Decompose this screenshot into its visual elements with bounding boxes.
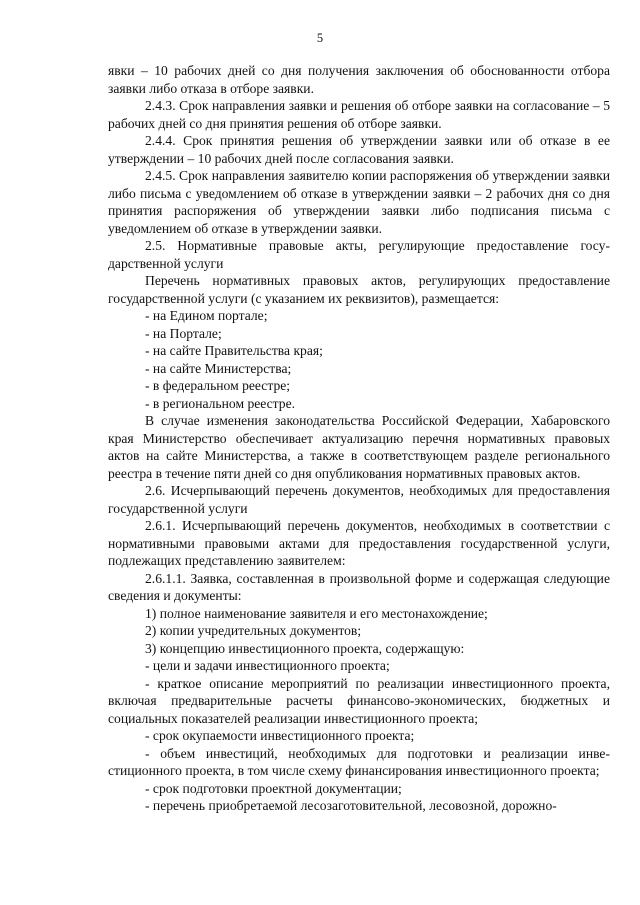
list-item: - цели и задачи инвестиционного проекта; xyxy=(145,658,390,673)
list-item: 1) полное наименование заявителя и его местонахождение; xyxy=(145,605,488,621)
list-item: - краткое описание мероприятий по реализации инвестиционного проекта, включая предварительные расчеты финансово-экономических, бюджетных и социальных показателей реализации инвестиционного проекта; xyxy=(108,675,610,726)
list-item: - срок подготовки проектной документации; xyxy=(145,780,402,796)
section-heading: 2.5. Нормативные правовые акты, регулирующие предоставление государственной услуги xyxy=(108,238,610,271)
list-item: - срок окупаемости инвестиционного проекта; xyxy=(145,728,415,743)
list-item: - в федеральном реестре; xyxy=(145,378,291,393)
list-item: - на сайте Министерства; xyxy=(145,360,292,376)
paragraph: В случае изменения законодательства Российской Федерации, Хабаровского края Министерство обеспечивает актуализацию перечня нормативных правовых актов на сайте Министерства, а также в соответствующем разделе регионального реестра в течение пяти дней со дня опубликования нормативных правовых актов. xyxy=(108,413,610,481)
paragraph: 2.4.4. Срок принятия решения об утверждении заявки или об отказе в ее утверждении – 10 рабочих дней после согласования заявки. xyxy=(108,133,610,166)
list-item: - на Едином портале; xyxy=(145,308,268,323)
list-item: 3) концепцию инвестиционного проекта, содержащую: xyxy=(145,640,465,656)
list-item: 2) копии учредительных документов; xyxy=(145,623,362,638)
section-heading: 2.6. Исчерпывающий перечень документов, необходимых для предоставления государственной услуги xyxy=(108,483,610,516)
document-body xyxy=(108,62,610,815)
paragraph: 2.6.1.1. Заявка, составленная в произвольной форме и содержащая следующие сведения и документы: xyxy=(108,570,610,603)
paragraph: 2.4.5. Срок направления заявителю копии распоряжения об утверждении заявки либо письма с уведомлением об отказе в утверждении заявки – 2 рабочих дня со дня принятия распоряжения об утверждении заявки либо подписания письма с уведомлением об отказе в утверждении заявки. xyxy=(108,168,610,236)
list-item: - перечень приобретаемой лесозаготовительной, лесовозной, дорожно- xyxy=(145,798,557,813)
paragraph: 2.4.3. Срок направления заявки и решения об отборе заявки на согласование – 5 рабочих дней со дня принятия решения об отборе заявки. xyxy=(108,98,610,131)
paragraph: Перечень нормативных правовых актов, регулирующих предоставление государственной услуги (с указанием их реквизитов), размещается: xyxy=(108,273,610,306)
paragraph: явки – 10 рабочих дней со дня получения заключения об обоснованности отбора заявки либо отказа в отборе заявки. xyxy=(108,63,610,96)
paragraph: 2.6.1. Исчерпывающий перечень документов, необходимых в соответствии с нормативными правовыми актами для предоставления государственной услуги, подлежащих представлению заявителем: xyxy=(108,518,610,568)
list-item: - объем инвестиций, необходимых для подготовки и реализации инвестиционного проекта, в том числе схему финансирования инвестиционного проекта; xyxy=(108,745,610,778)
list-item: - на сайте Правительства края; xyxy=(145,343,323,358)
list-item: - на Портале; xyxy=(145,325,222,341)
page-number: 5 xyxy=(316,31,324,45)
list-item: - в региональном реестре. xyxy=(145,395,296,411)
